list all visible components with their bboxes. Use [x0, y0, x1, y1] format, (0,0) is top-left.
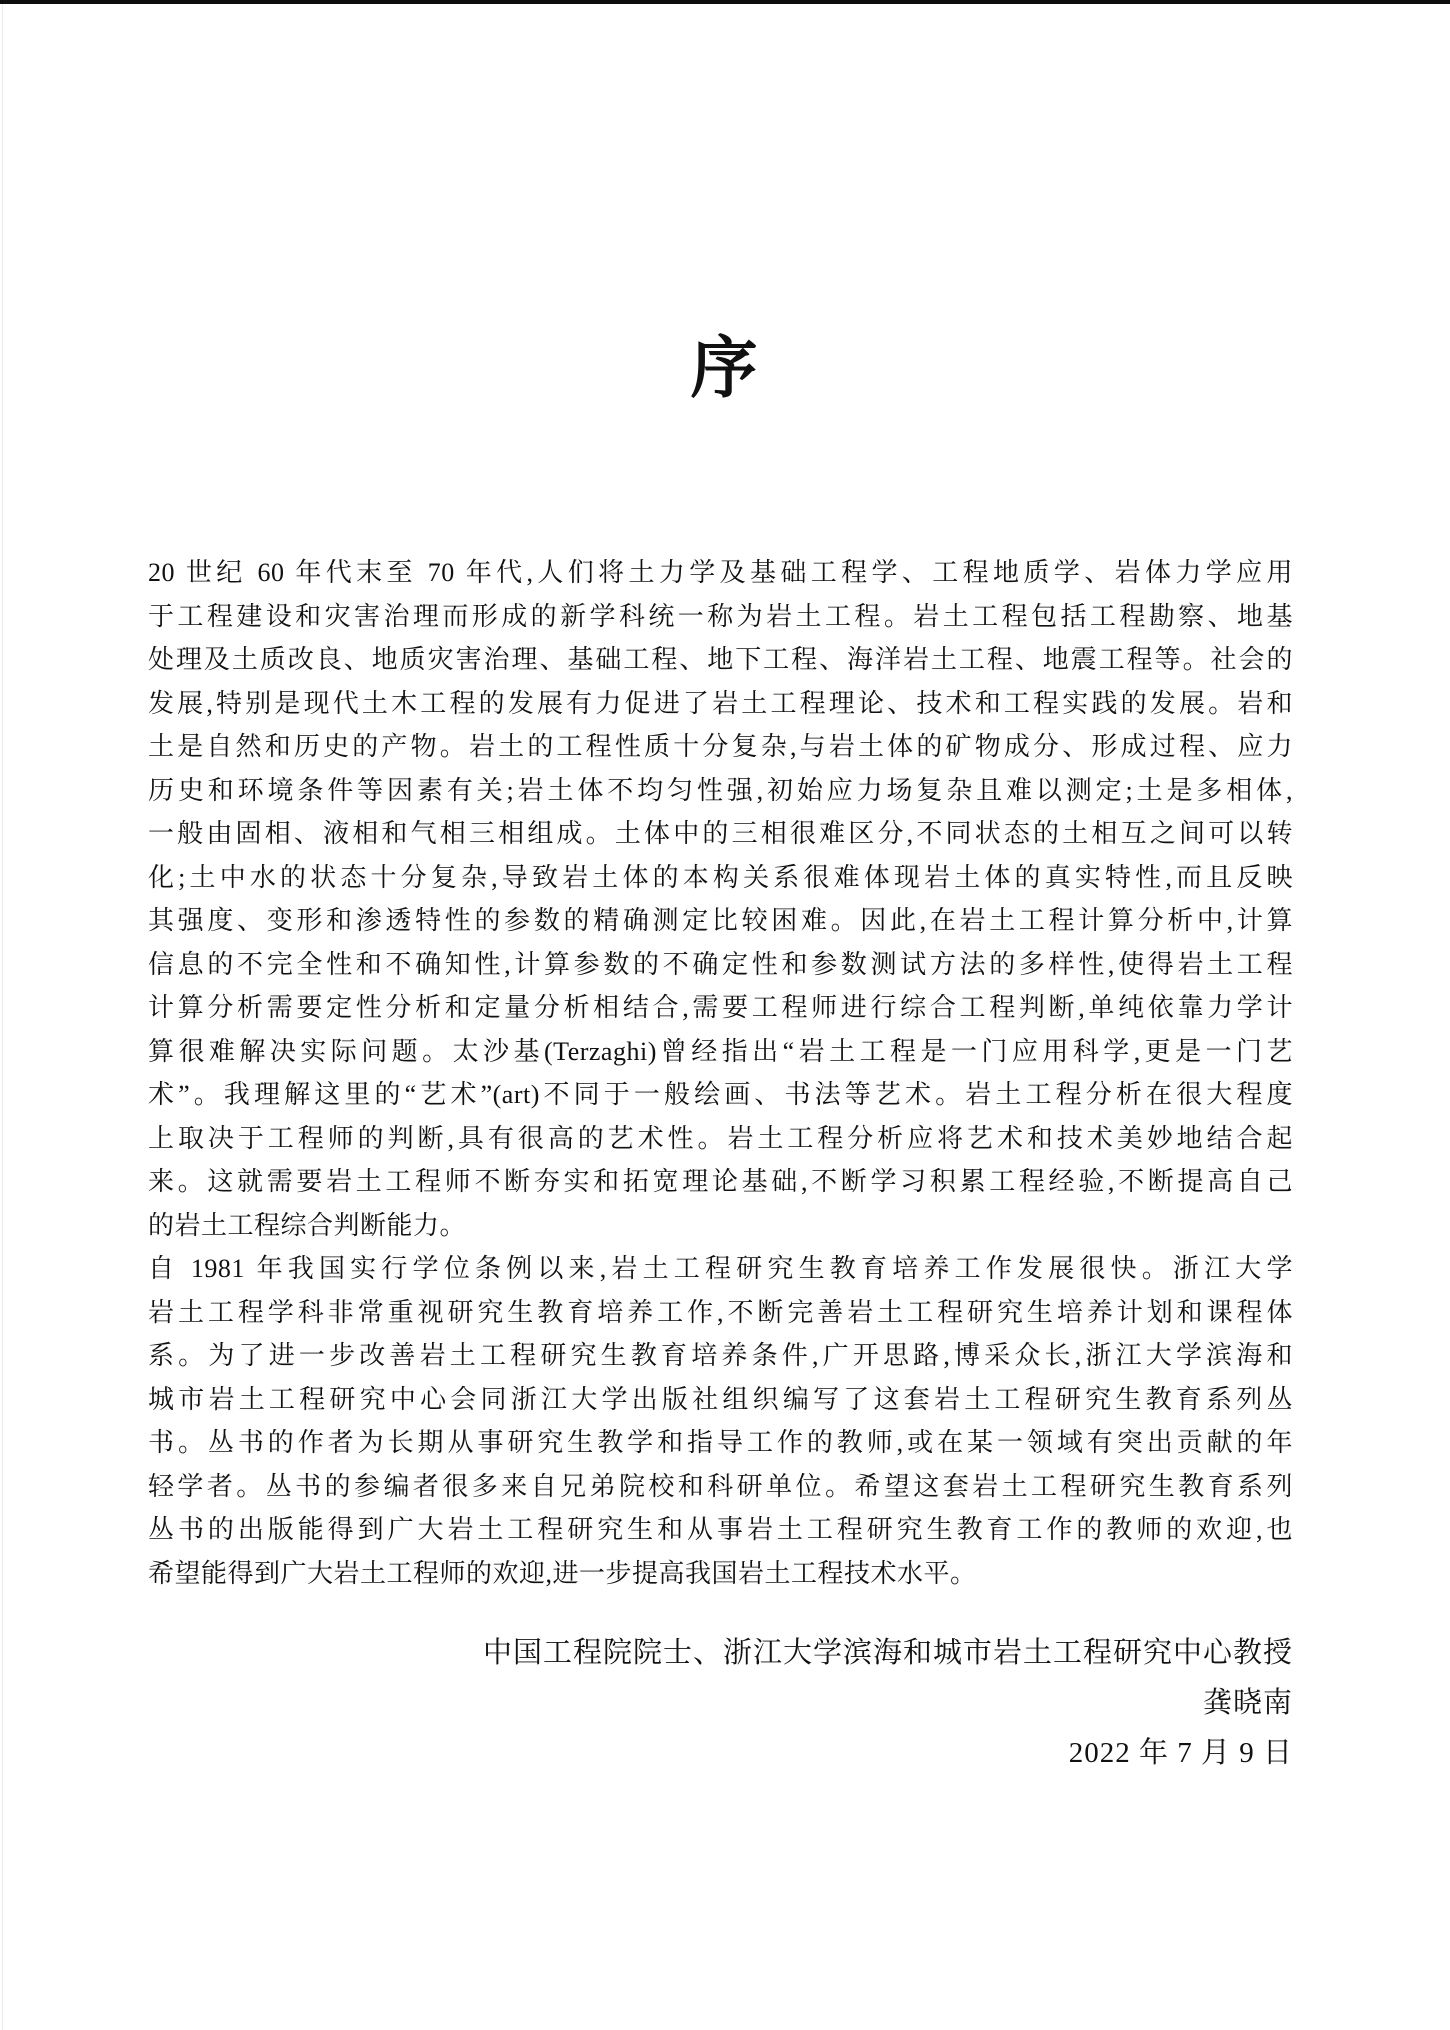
scan-edge-artifact-left [2, 4, 3, 2030]
preface-text-line: 处理及土质改良、地质灾害治理、基础工程、地下工程、海洋岩土工程、地震工程等。社会的 [148, 645, 1293, 674]
preface-text-line: 系。为了进一步改善岩土工程研究生教育培养条件,广开思路,博采众长,浙江大学滨海和 [148, 1341, 1293, 1370]
preface-text-line: 上取决于工程师的判断,具有很高的艺术性。岩土工程分析应将艺术和技术美妙地结合起 [148, 1123, 1293, 1153]
preface-text-line: 一般由固相、液相和气相三相组成。土体中的三相很难区分,不同状态的土相互之间可以转 [148, 819, 1293, 848]
preface-text-line: 20 世纪 60 年代末至 70 年代,人们将土力学及基础工程学、工程地质学、岩体力学应用 [148, 558, 1293, 587]
preface-text-line: 自 1981 年我国实行学位条例以来,岩土工程研究生教育培养工作发展很快。浙江大学 [148, 1254, 1293, 1283]
preface-text-line: 轻学者。丛书的参编者很多来自兄弟院校和科研单位。希望这套岩土工程研究生教育系列 [148, 1471, 1293, 1501]
preface-text-line: 信息的不完全性和不确知性,计算参数的不确定性和参数测试方法的多样性,使得岩土工程 [148, 949, 1293, 979]
preface-text-line: 术”。我理解这里的“艺术”(art)不同于一般绘画、书法等艺术。岩土工程分析在很大程度 [148, 1080, 1293, 1109]
page-title: 序 [690, 332, 760, 406]
preface-text-line: 城市岩土工程研究中心会同浙江大学出版社组织编写了这套岩土工程研究生教育系列丛 [148, 1384, 1293, 1414]
signature-affiliation: 中国工程院院士、浙江大学滨海和城市岩土工程研究中心教授 [482, 1637, 1293, 1669]
preface-text-line: 化;土中水的状态十分复杂,导致岩土体的本构关系很难体现岩土体的真实特性,而且反映 [148, 862, 1293, 892]
preface-text-line: 土是自然和历史的产物。岩土的工程性质十分复杂,与岩土体的矿物成分、形成过程、应力 [148, 732, 1293, 761]
preface-text-line: 其强度、变形和渗透特性的参数的精确测定比较困难。因此,在岩土工程计算分析中,计算 [148, 906, 1293, 935]
preface-text-line: 书。丛书的作者为长期从事研究生教学和指导工作的教师,或在某一领域有突出贡献的年 [148, 1428, 1293, 1457]
preface-text-line: 于工程建设和灾害治理而形成的新学科统一称为岩土工程。岩土工程包括工程勘察、地基 [148, 601, 1293, 631]
signature-name: 龚晓南 [1202, 1687, 1293, 1719]
scan-edge-artifact-top [0, 0, 1450, 4]
preface-text-line: 丛书的出版能得到广大岩土工程研究生和从事岩土工程研究生教育工作的教师的欢迎,也 [148, 1515, 1293, 1544]
preface-text-line: 算很难解决实际问题。太沙基(Terzaghi)曾经指出“岩土工程是一门应用科学,更是一门艺 [148, 1036, 1293, 1066]
preface-text-line: 来。这就需要岩土工程师不断夯实和拓宽理论基础,不断学习积累工程经验,不断提高自己 [148, 1167, 1293, 1196]
preface-text-line: 的岩土工程综合判断能力。 [148, 1210, 467, 1240]
preface-text-line: 计算分析需要定性分析和定量分析相结合,需要工程师进行综合工程判断,单纯依靠力学计 [148, 993, 1293, 1022]
preface-body [148, 551, 1293, 1595]
preface-text-line: 历史和环境条件等因素有关;岩土体不均匀性强,初始应力场复杂且难以测定;土是多相体, [148, 775, 1293, 805]
preface-paragraph-1 [148, 551, 1293, 1247]
signature-date: 2022 年 7 月 9 日 [1068, 1737, 1293, 1769]
signature-block [483, 1628, 1293, 1778]
preface-text-line: 发展,特别是现代土木工程的发展有力促进了岩土工程理论、技术和工程实践的发展。岩和 [148, 688, 1293, 718]
preface-text-line: 岩土工程学科非常重视研究生教育培养工作,不断完善岩土工程研究生培养计划和课程体 [148, 1297, 1293, 1327]
preface-paragraph-2 [148, 1247, 1293, 1595]
preface-text-line: 希望能得到广大岩土工程师的欢迎,进一步提高我国岩土工程技术水平。 [148, 1558, 977, 1588]
